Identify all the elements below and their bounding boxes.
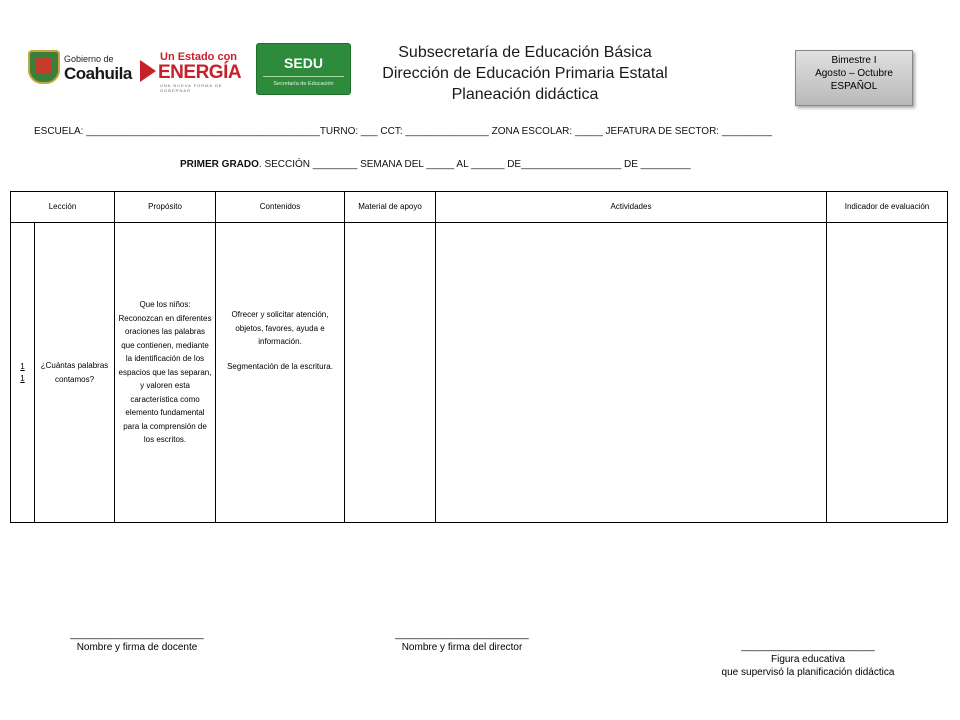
energia-logo-small-text: Un Estado con: [160, 51, 238, 63]
signature-line: ________________________: [395, 629, 529, 640]
signature-director-label: Nombre y firma del director: [401, 642, 523, 653]
coahuila-logo-small-text: Gobierno de: [64, 54, 114, 64]
energia-logo-tagline: UNA NUEVA FORMA DE GOBERNAR: [160, 83, 223, 93]
bimestre-box: [795, 50, 913, 106]
actividades-cell: [436, 223, 827, 523]
indicador-cell: [827, 223, 948, 523]
proposito-cell: [115, 223, 216, 523]
lesson-number-a: 1: [20, 361, 25, 371]
signature-figura-label-1: Figura educativa: [771, 654, 845, 665]
lesson-number-cell: [11, 223, 35, 523]
grade-info-line: [180, 159, 691, 170]
header-material: Material de apoyo: [345, 192, 436, 223]
contenidos-text-2: Segmentación de la escritura.: [227, 361, 333, 371]
sedu-logo-title: SEDU: [284, 55, 323, 71]
bimestre-line-2: Agosto – Octubre: [815, 68, 893, 79]
header-contenidos: Contenidos: [216, 192, 345, 223]
header-line-2: Dirección de Educación Primaria Estatal: [382, 65, 668, 82]
signature-director: [362, 628, 562, 654]
sedu-logo-subtitle: Secretaría de Educación: [273, 81, 334, 87]
lesson-number-b: 1: [20, 373, 25, 383]
header-line-1: Subsecretaría de Educación Básica: [398, 44, 652, 61]
header-proposito: Propósito: [115, 192, 216, 223]
coahuila-logo: [28, 50, 136, 90]
lesson-title-cell: [35, 223, 115, 523]
header-indicador: Indicador de evaluación: [827, 192, 948, 223]
arrow-icon: [140, 60, 156, 82]
coahuila-logo-text: Coahuila: [64, 64, 132, 83]
section-week-line: . SECCIÓN ________ SEMANA DEL _____ AL ______ DE__________________ DE _________: [258, 159, 691, 170]
energia-logo-text: ENERGÍA: [158, 62, 242, 83]
signature-docente: [37, 628, 237, 654]
header-actividades: Actividades: [436, 192, 827, 223]
coat-of-arms-icon: [28, 50, 60, 84]
proposito-text: Que los niños: Reconozcan en diferentes oraciones las palabras que contienen, mediante la identificación de los espacios que las separan, y valoren esta característica como elemento fundamental para la comprensión de los escritos.: [118, 300, 212, 445]
table-header-row: [11, 192, 948, 223]
document-header: [330, 42, 720, 105]
planning-table: [10, 191, 948, 523]
header-line-3: Planeación didáctica: [451, 86, 599, 103]
signature-figura-educativa: [708, 640, 908, 679]
contenidos-text-1: Ofrecer y solicitar atención, objetos, favores, ayuda e información.: [231, 310, 329, 346]
contenidos-cell: [216, 223, 345, 523]
signature-line: ________________________: [741, 641, 875, 652]
energia-logo: [140, 50, 242, 93]
table-row: [11, 223, 948, 523]
grade-label: PRIMER GRADO: [180, 159, 259, 170]
lesson-title: ¿Cuántas palabras contamos?: [40, 361, 109, 384]
bimestre-line-1: Bimestre I: [831, 55, 877, 66]
bimestre-line-3: ESPAÑOL: [830, 81, 878, 92]
header-leccion: Lección: [11, 192, 115, 223]
signature-figura-label-2: que supervisó la planificación didáctica: [721, 667, 895, 678]
material-cell: [345, 223, 436, 523]
signature-docente-label: Nombre y firma de docente: [76, 642, 198, 653]
school-info-line: ESCUELA: __________________________________________TURNO: ___ CCT: _______________ ZONA ESCOLAR: _____ JEFATURA DE SECTOR: _________: [34, 126, 772, 137]
signature-line: ________________________: [70, 629, 204, 640]
